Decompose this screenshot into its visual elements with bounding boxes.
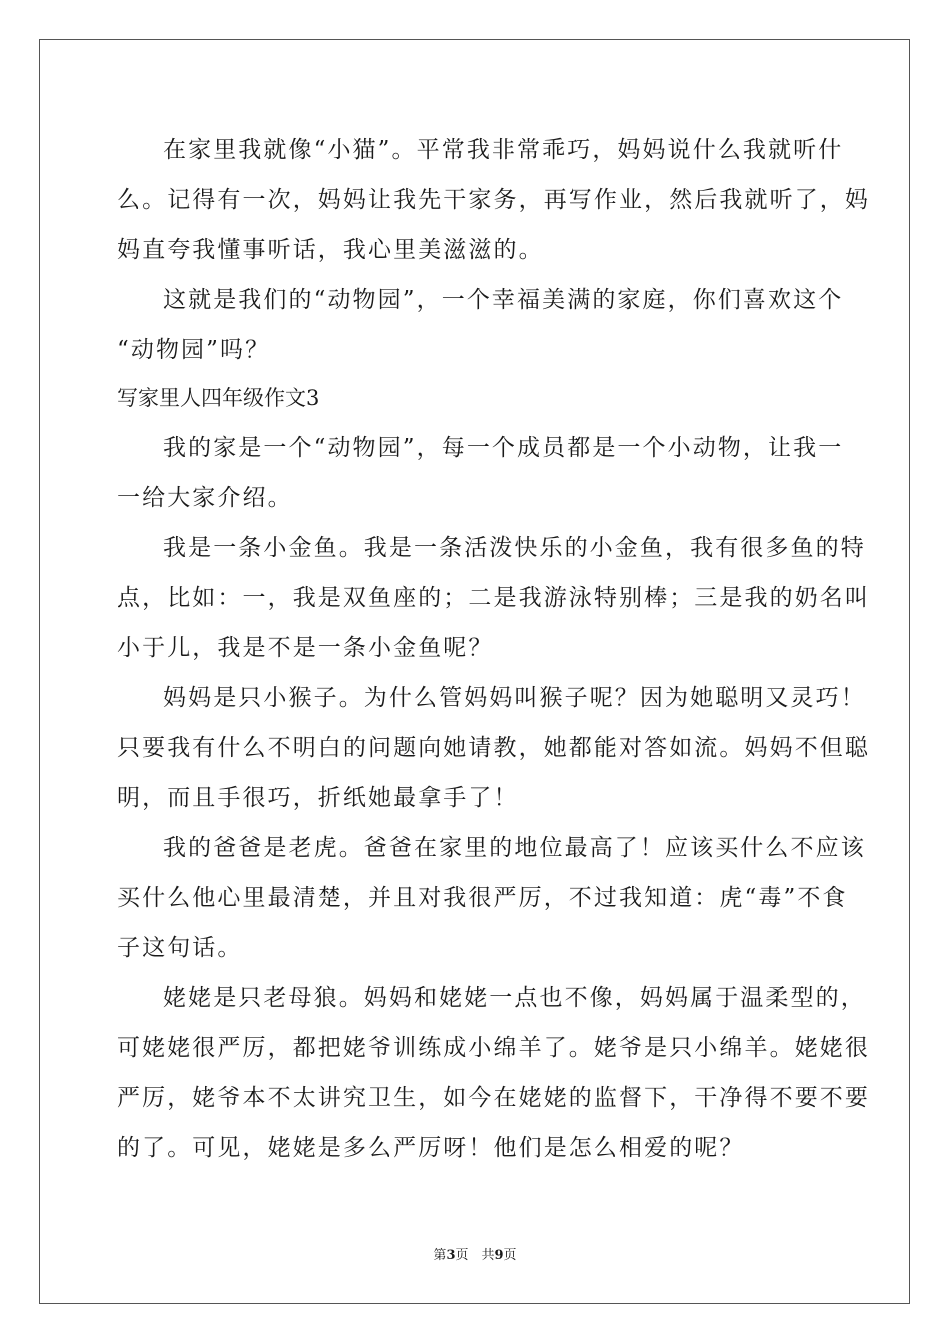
paragraph-line: 可姥姥很严厉，都把姥爷训练成小绵羊了。姥爷是只小绵羊。姥姥很 xyxy=(117,1035,870,1061)
paragraph-line: 只要我有什么不明白的问题向她请教，她都能对答如流。妈妈不但聪 xyxy=(117,735,870,761)
footer-page-suffix: 页 xyxy=(503,1248,517,1263)
paragraph-line: 妈直夸我懂事听话，我心里美滋滋的。 xyxy=(117,237,544,263)
paragraph-line: 姥姥是只老母狼。妈妈和姥姥一点也不像，妈妈属于温柔型的， xyxy=(163,985,866,1011)
footer-page-total: 9 xyxy=(494,1248,504,1263)
paragraph-line: 严厉，姥爷本不太讲究卫生，如今在姥姥的监督下，干净得不要不要 xyxy=(117,1085,870,1111)
paragraph-line: 我的爸爸是老虎。爸爸在家里的地位最高了！应该买什么不应该 xyxy=(163,835,866,861)
paragraph-line: “动物园”吗？ xyxy=(117,337,271,363)
paragraph-line: 小于儿，我是不是一条小金鱼呢？ xyxy=(117,635,494,661)
paragraph-line: 的了。可见，姥姥是多么严厉呀！他们是怎么相爱的呢？ xyxy=(117,1135,745,1161)
paragraph-line: 么。记得有一次，妈妈让我先干家务，再写作业，然后我就听了，妈 xyxy=(117,187,870,213)
footer-page-mid: 页 共 xyxy=(455,1248,495,1263)
footer-page-prefix: 第 xyxy=(433,1248,447,1263)
paragraph-line: 明，而且手很巧，折纸她最拿手了！ xyxy=(117,785,519,811)
paragraph-line: 子这句话。 xyxy=(117,935,243,961)
page-border xyxy=(39,39,910,1304)
paragraph-line: 这就是我们的“动物园”，一个幸福美满的家庭，你们喜欢这个 xyxy=(163,287,844,313)
paragraph-line: 我是一条小金鱼。我是一条活泼快乐的小金鱼，我有很多鱼的特 xyxy=(163,535,866,561)
paragraph-line: 点，比如：一，我是双鱼座的；二是我游泳特别棒；三是我的奶名叫 xyxy=(117,585,870,611)
paragraph-line: 我的家是一个“动物园”，每一个成员都是一个小动物，让我一 xyxy=(163,435,844,461)
section-title: 写家里人四年级作文3 xyxy=(117,386,320,410)
paragraph-line: 一给大家介绍。 xyxy=(117,485,293,511)
paragraph-line: 妈妈是只小猴子。为什么管妈妈叫猴子呢？因为她聪明又灵巧！ xyxy=(163,685,866,711)
paragraph-line: 买什么他心里最清楚，并且对我很严厉，不过我知道：虎“毒”不食 xyxy=(117,885,848,911)
page-footer xyxy=(0,1247,950,1265)
paragraph-line: 在家里我就像“小猫”。平常我非常乖巧，妈妈说什么我就听什 xyxy=(163,137,844,163)
footer-page-current: 3 xyxy=(446,1248,456,1263)
